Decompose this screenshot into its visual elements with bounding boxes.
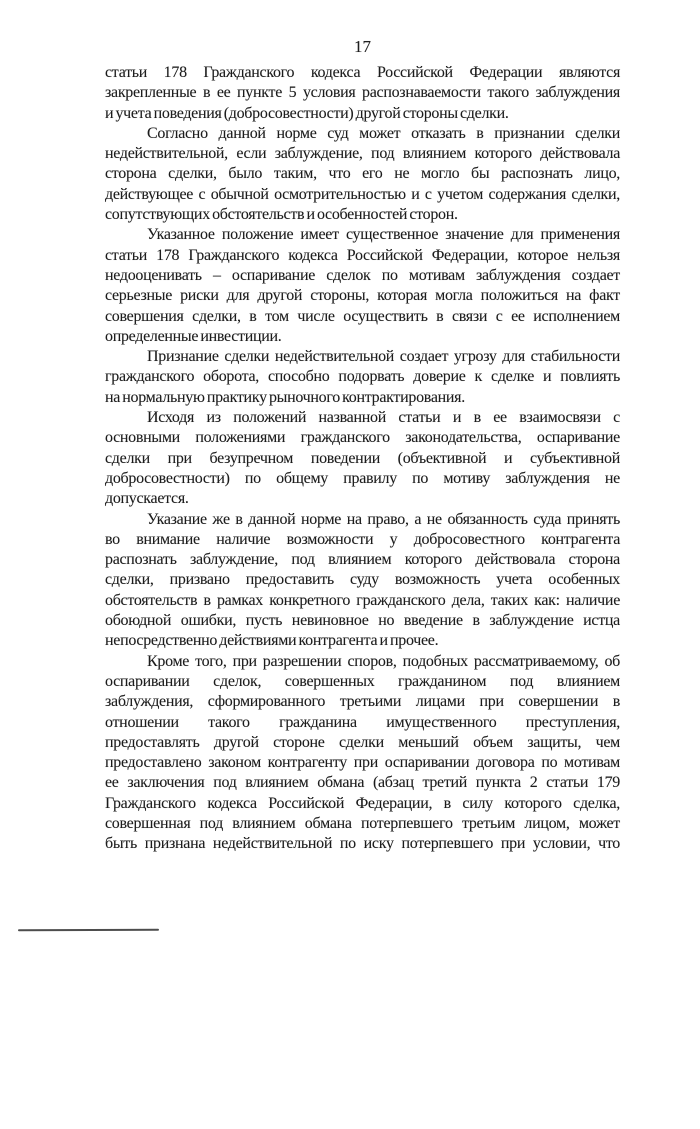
text-line: сопутствующих обстоятельств и особенностей сторон.: [105, 206, 458, 224]
text-line: Указание же в данной норме на право, а не обязанность суда принять: [147, 510, 620, 528]
text-line: действующее с обычной осмотрительностью и с учетом содержания сделки,: [105, 185, 620, 203]
paragraph: [105, 225, 620, 347]
text-line: распознать заблуждение, под влиянием которого действовала сторона: [105, 551, 620, 569]
paragraph: [105, 124, 620, 225]
text-line: Согласно данной норме суд может отказать в признании сделки: [147, 124, 620, 142]
text-line: Исходя из положений названной статьи и в ее взаимосвязи с: [147, 409, 620, 427]
text-line: основными положениями гражданского законодательства, оспаривание: [105, 429, 620, 447]
text-line: быть признана недействительной по иску потерпевшего при условии, что: [105, 835, 620, 853]
paragraph: [105, 347, 620, 408]
text-line: обоюдной ошибки, пусть невиновное но введение в заблуждение истца: [105, 612, 620, 630]
text-line: Кроме того, при разрешении споров, подобных рассматриваемому, об: [147, 652, 620, 670]
paragraph: [105, 63, 620, 124]
text-line: Указанное положение имеет существенное значение для применения: [147, 226, 620, 244]
paragraph: [105, 408, 620, 509]
text-line: предоставлять другой стороне сделки меньший объем защиты, чем: [105, 733, 620, 751]
text-line: совершенная под влиянием обмана потерпевшего третьим лицом, может: [105, 814, 620, 832]
text-line: заблуждения, сформированного третьими лицами при совершении в: [105, 693, 620, 711]
text-line: Признание сделки недействительной создает угрозу для стабильности: [147, 348, 620, 366]
text-line: обстоятельств в рамках конкретного гражданского дела, таких как: наличие: [105, 591, 620, 609]
text-line: недействительной, если заблуждение, под влиянием которого действовала: [105, 145, 620, 163]
text-line: допускается.: [105, 490, 189, 508]
paragraph: [105, 510, 620, 652]
text-line: отношении такого гражданина имущественного преступления,: [105, 713, 620, 731]
text-line: Гражданского кодекса Российской Федерации, в силу которого сделка,: [105, 794, 620, 812]
text-line: на нормальную практику рыночного контрактирования.: [105, 388, 465, 406]
text-line: сделки при безупречном поведении (объективной и субъективной: [105, 449, 620, 467]
text-line: совершения сделки, в том числе осуществить в связи с ее исполнением: [105, 307, 620, 325]
text-line: статьи 178 Гражданского кодекса Российской Федерации являются: [105, 64, 620, 81]
text-line: оспаривании сделок, совершенных гражданином под влиянием: [105, 672, 620, 690]
text-line: закрепленные в ее пункте 5 условия распознаваемости такого заблуждения: [105, 84, 620, 102]
text-line: во внимание наличие возможности у добросовестного контрагента: [105, 530, 620, 548]
text-line: статьи 178 Гражданского кодекса Российской Федерации, которое нельзя: [105, 246, 620, 264]
text-line: предоставлено законом контрагенту при оспаривании договора по мотивам: [105, 754, 620, 772]
text-line: определенные инвестиции.: [105, 327, 282, 345]
text-line: ее заключения под влиянием обмана (абзац третий пункта 2 статьи 179: [105, 774, 620, 792]
text-line: гражданского оборота, способно подорвать доверие к сделке и повлиять: [105, 368, 620, 386]
footnote-rule: [18, 929, 159, 931]
page-number: 17: [354, 37, 371, 56]
text-line: добросовестности) по общему правилу по мотиву заблуждения не: [105, 469, 620, 487]
paragraph: [105, 652, 620, 855]
text-line: сторона сделки, было таким, что его не могло бы распознать лицо,: [105, 165, 620, 183]
text-line: непосредственно действиями контрагента и прочее.: [105, 632, 439, 650]
text-block: [105, 63, 620, 855]
text-line: и учета поведения (добросовестности) другой стороны сделки.: [105, 104, 509, 122]
text-line: серьезные риски для другой стороны, которая могла положиться на факт: [105, 287, 620, 305]
text-line: сделки, призвано предоставить суду возможность учета особенных: [105, 571, 620, 589]
text-line: недооценивать – оспаривание сделок по мотивам заблуждения создает: [105, 266, 620, 284]
